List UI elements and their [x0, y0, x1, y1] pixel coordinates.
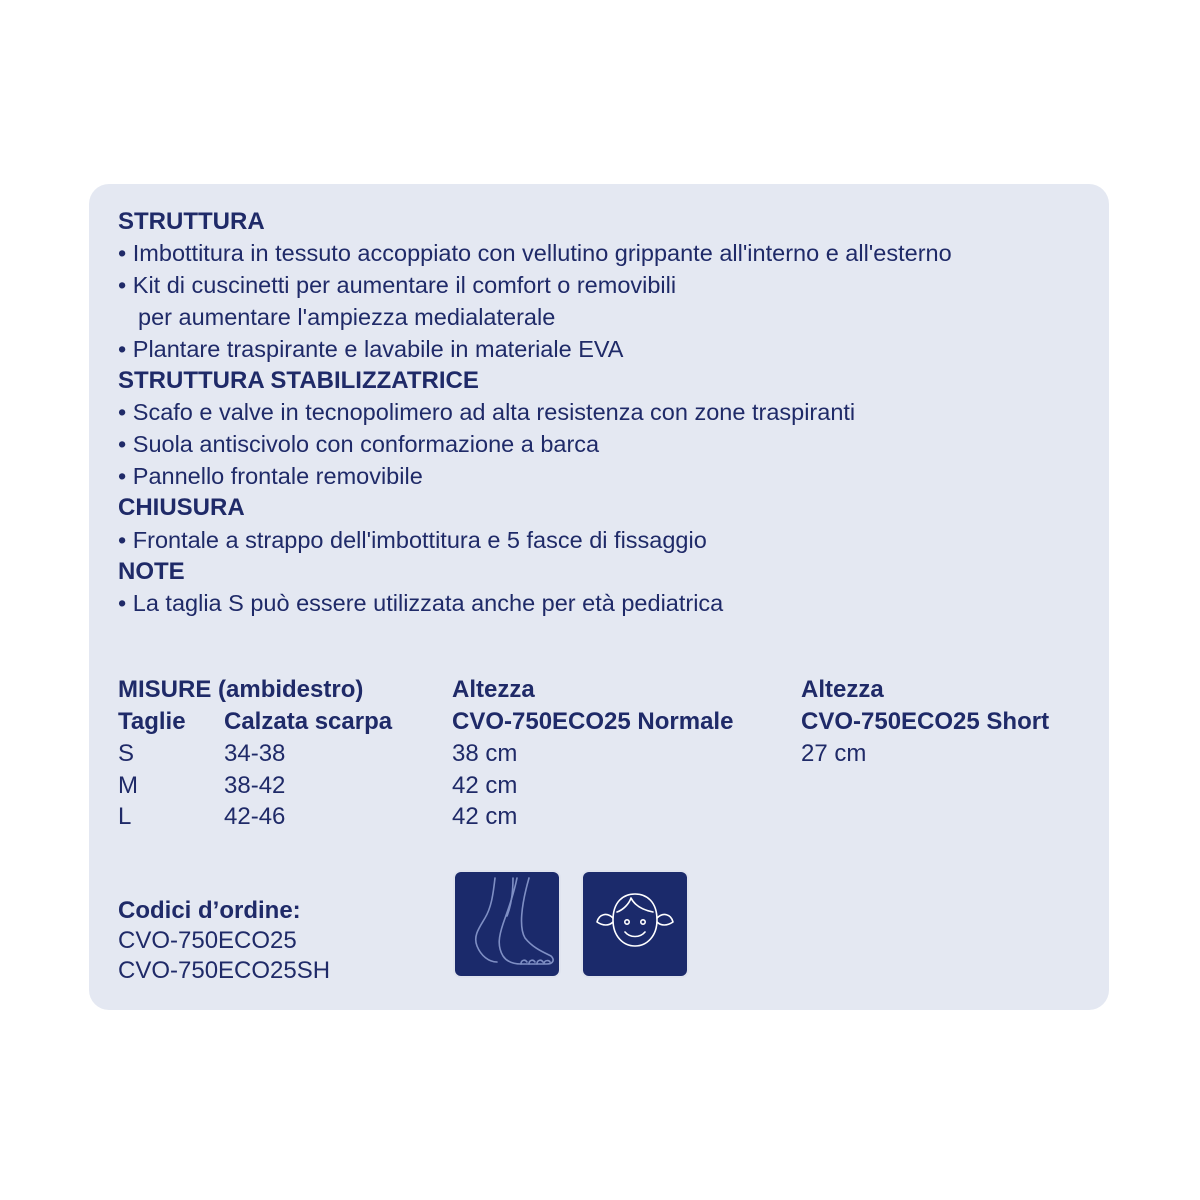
- col-header-shoe: Calzata scarpa: [224, 708, 393, 735]
- col-header-size: Taglie: [118, 708, 186, 735]
- table-cell-short: 27 cm: [801, 740, 867, 767]
- col-header-normal: CVO-750ECO25 Normale: [452, 708, 734, 735]
- order-codes-heading: Codici d’ordine:: [118, 897, 301, 924]
- table-cell-shoe: 34-38: [224, 740, 286, 767]
- list-item: • La taglia S può essere utilizzata anche per età pediatrica: [118, 590, 723, 617]
- table-cell-normal: 42 cm: [452, 803, 518, 830]
- list-item: • Kit di cuscinetti per aumentare il comfort o removibili: [118, 272, 676, 299]
- foot-icon: [455, 872, 559, 976]
- list-item: • Suola antiscivolo con conformazione a barca: [118, 431, 599, 458]
- info-card: [89, 184, 1109, 1010]
- table-cell-normal: 42 cm: [452, 772, 518, 799]
- table-cell-shoe: 38-42: [224, 772, 286, 799]
- table-cell-normal: 38 cm: [452, 740, 518, 767]
- list-item: • Pannello frontale removibile: [118, 463, 423, 490]
- list-item: • Imbottitura in tessuto accoppiato con vellutino grippante all'interno e all'esterno: [118, 240, 952, 267]
- col-header-short: CVO-750ECO25 Short: [801, 708, 1050, 735]
- list-item: • Plantare traspirante e lavabile in materiale EVA: [118, 336, 623, 363]
- table-cell-shoe: 42-46: [224, 803, 286, 830]
- child-face-icon: [583, 872, 687, 976]
- list-item: • Frontale a strappo dell'imbottitura e 5 fasce di fissaggio: [118, 527, 707, 554]
- sizes-heading: MISURE (ambidestro): [118, 676, 364, 703]
- table-cell-size: S: [118, 740, 135, 767]
- section-title: STRUTTURA STABILIZZATRICE: [118, 367, 479, 394]
- table-cell-size: M: [118, 772, 138, 799]
- table-cell-size: L: [118, 803, 132, 830]
- order-code: CVO-750ECO25: [118, 927, 297, 954]
- section-title: STRUTTURA: [118, 208, 265, 235]
- order-code: CVO-750ECO25SH: [118, 957, 331, 984]
- col-header-normal-top: Altezza: [452, 676, 535, 703]
- section-title: NOTE: [118, 558, 185, 585]
- list-item-continuation: per aumentare l'ampiezza medialaterale: [138, 304, 556, 330]
- section-title: CHIUSURA: [118, 494, 245, 521]
- list-item: • Scafo e valve in tecnopolimero ad alta resistenza con zone traspiranti: [118, 399, 855, 426]
- col-header-short-top: Altezza: [801, 676, 884, 703]
